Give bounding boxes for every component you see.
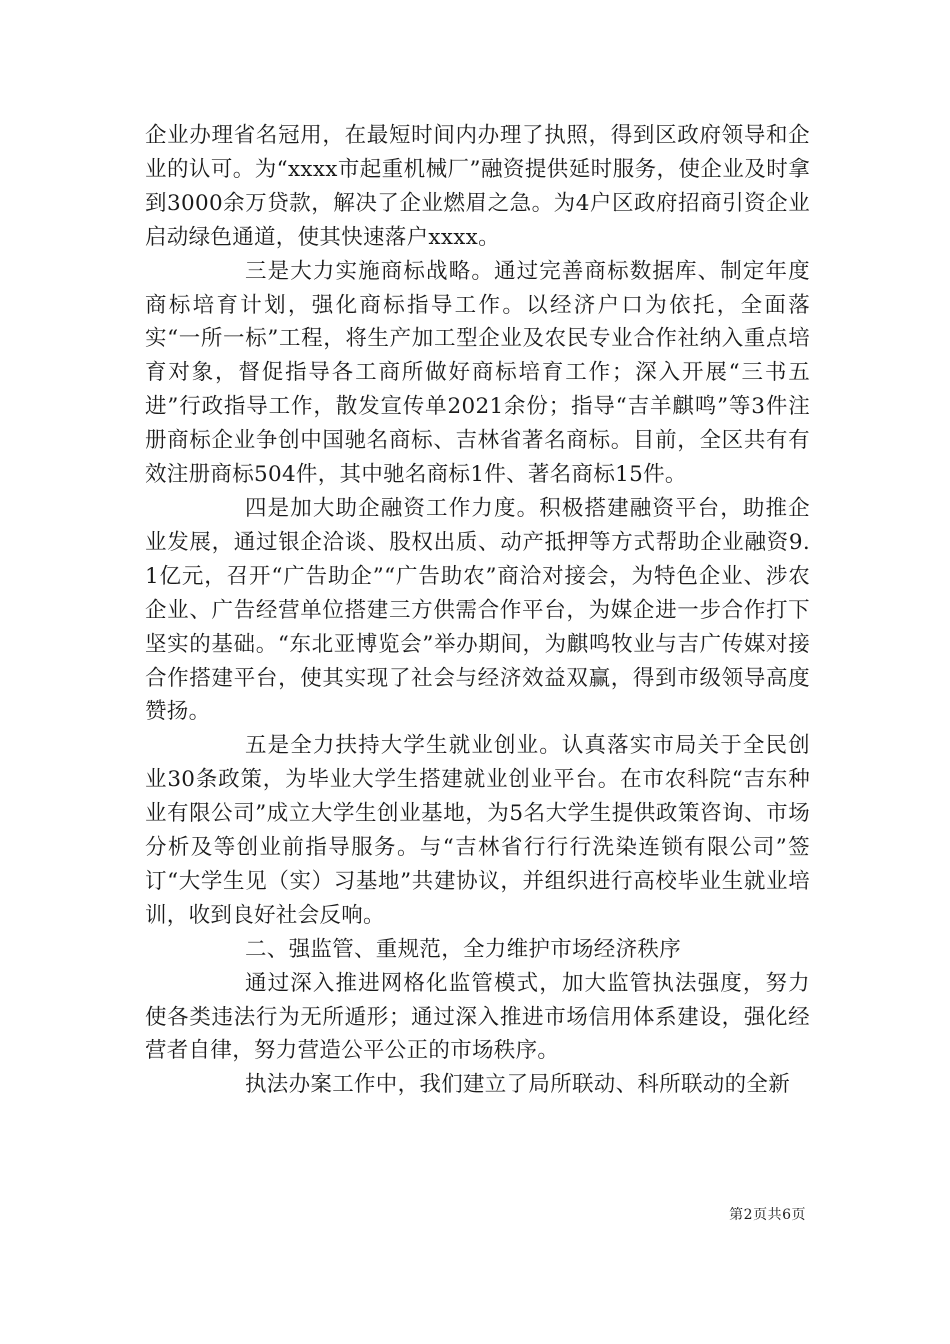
page-number-footer: 第2页共6页: [729, 1207, 806, 1223]
paragraph-6: 通过深入推进网格化监管模式，加大监管执法强度，努力使各类违法行为无所遁形；通过深入推进市场信用体系建设，强化经营者自律，努力营造公平公正的市场秩序。: [145, 970, 810, 1064]
document-body: [145, 119, 810, 1102]
paragraph-4: 五是全力扶持大学生就业创业。认真落实市局关于全民创业30条政策，为毕业大学生搭建就业创业平台。在市农科院“吉东种业有限公司”成立大学生创业基地，为5名大学生提供政策咨询、市场分析及等创业前指导服务。与“吉林省行行行洗染连锁有限公司”签订“大学生见（实）习基地”共建协议，并组织进行高校毕业生就业培训，收到良好社会反响。: [145, 733, 810, 928]
paragraph-7: 执法办案工作中，我们建立了局所联动、科所联动的全新: [245, 1072, 791, 1098]
paragraph-3: 四是加大助企融资工作力度。积极搭建融资平台，助推企业发展，通过银企洽谈、股权出质、动产抵押等方式帮助企业融资9.1亿元，召开“广告助企”“广告助农”商洽对接会，为特色企业、涉农企业、广告经营单位搭建三方供需合作平台，为媒企进一步合作打下坚实的基础。“东北亚博览会”举办期间，为麒鸣牧业与吉广传媒对接合作搭建平台，使其实现了社会与经济效益双赢，得到市级领导高度赞扬。: [145, 495, 810, 725]
paragraph-1: 企业办理省名冠用，在最短时间内办理了执照，得到区政府领导和企业的认可。为“xxxx市起重机械厂”融资提供延时服务，使企业及时拿到3000余万贷款，解决了企业燃眉之急。为4户区政府招商引资企业启动绿色通道，使其快速落户xxxx。: [145, 123, 810, 250]
section-heading: 二、强监管、重规范，全力维护市场经济秩序: [245, 936, 682, 962]
paragraph-2: 三是大力实施商标战略。通过完善商标数据库、制定年度商标培育计划，强化商标指导工作。以经济户口为依托，全面落实“一所一标”工程，将生产加工型企业及农民专业合作社纳入重点培育对象，督促指导各工商所做好商标培育工作；深入开展“三书五进”行政指导工作，散发宣传单2021余份；指导“吉羊麒鸣”等3件注册商标企业争创中国驰名商标、吉林省著名商标。目前，全区共有有效注册商标504件，其中驰名商标1件、著名商标15件。: [145, 258, 810, 488]
